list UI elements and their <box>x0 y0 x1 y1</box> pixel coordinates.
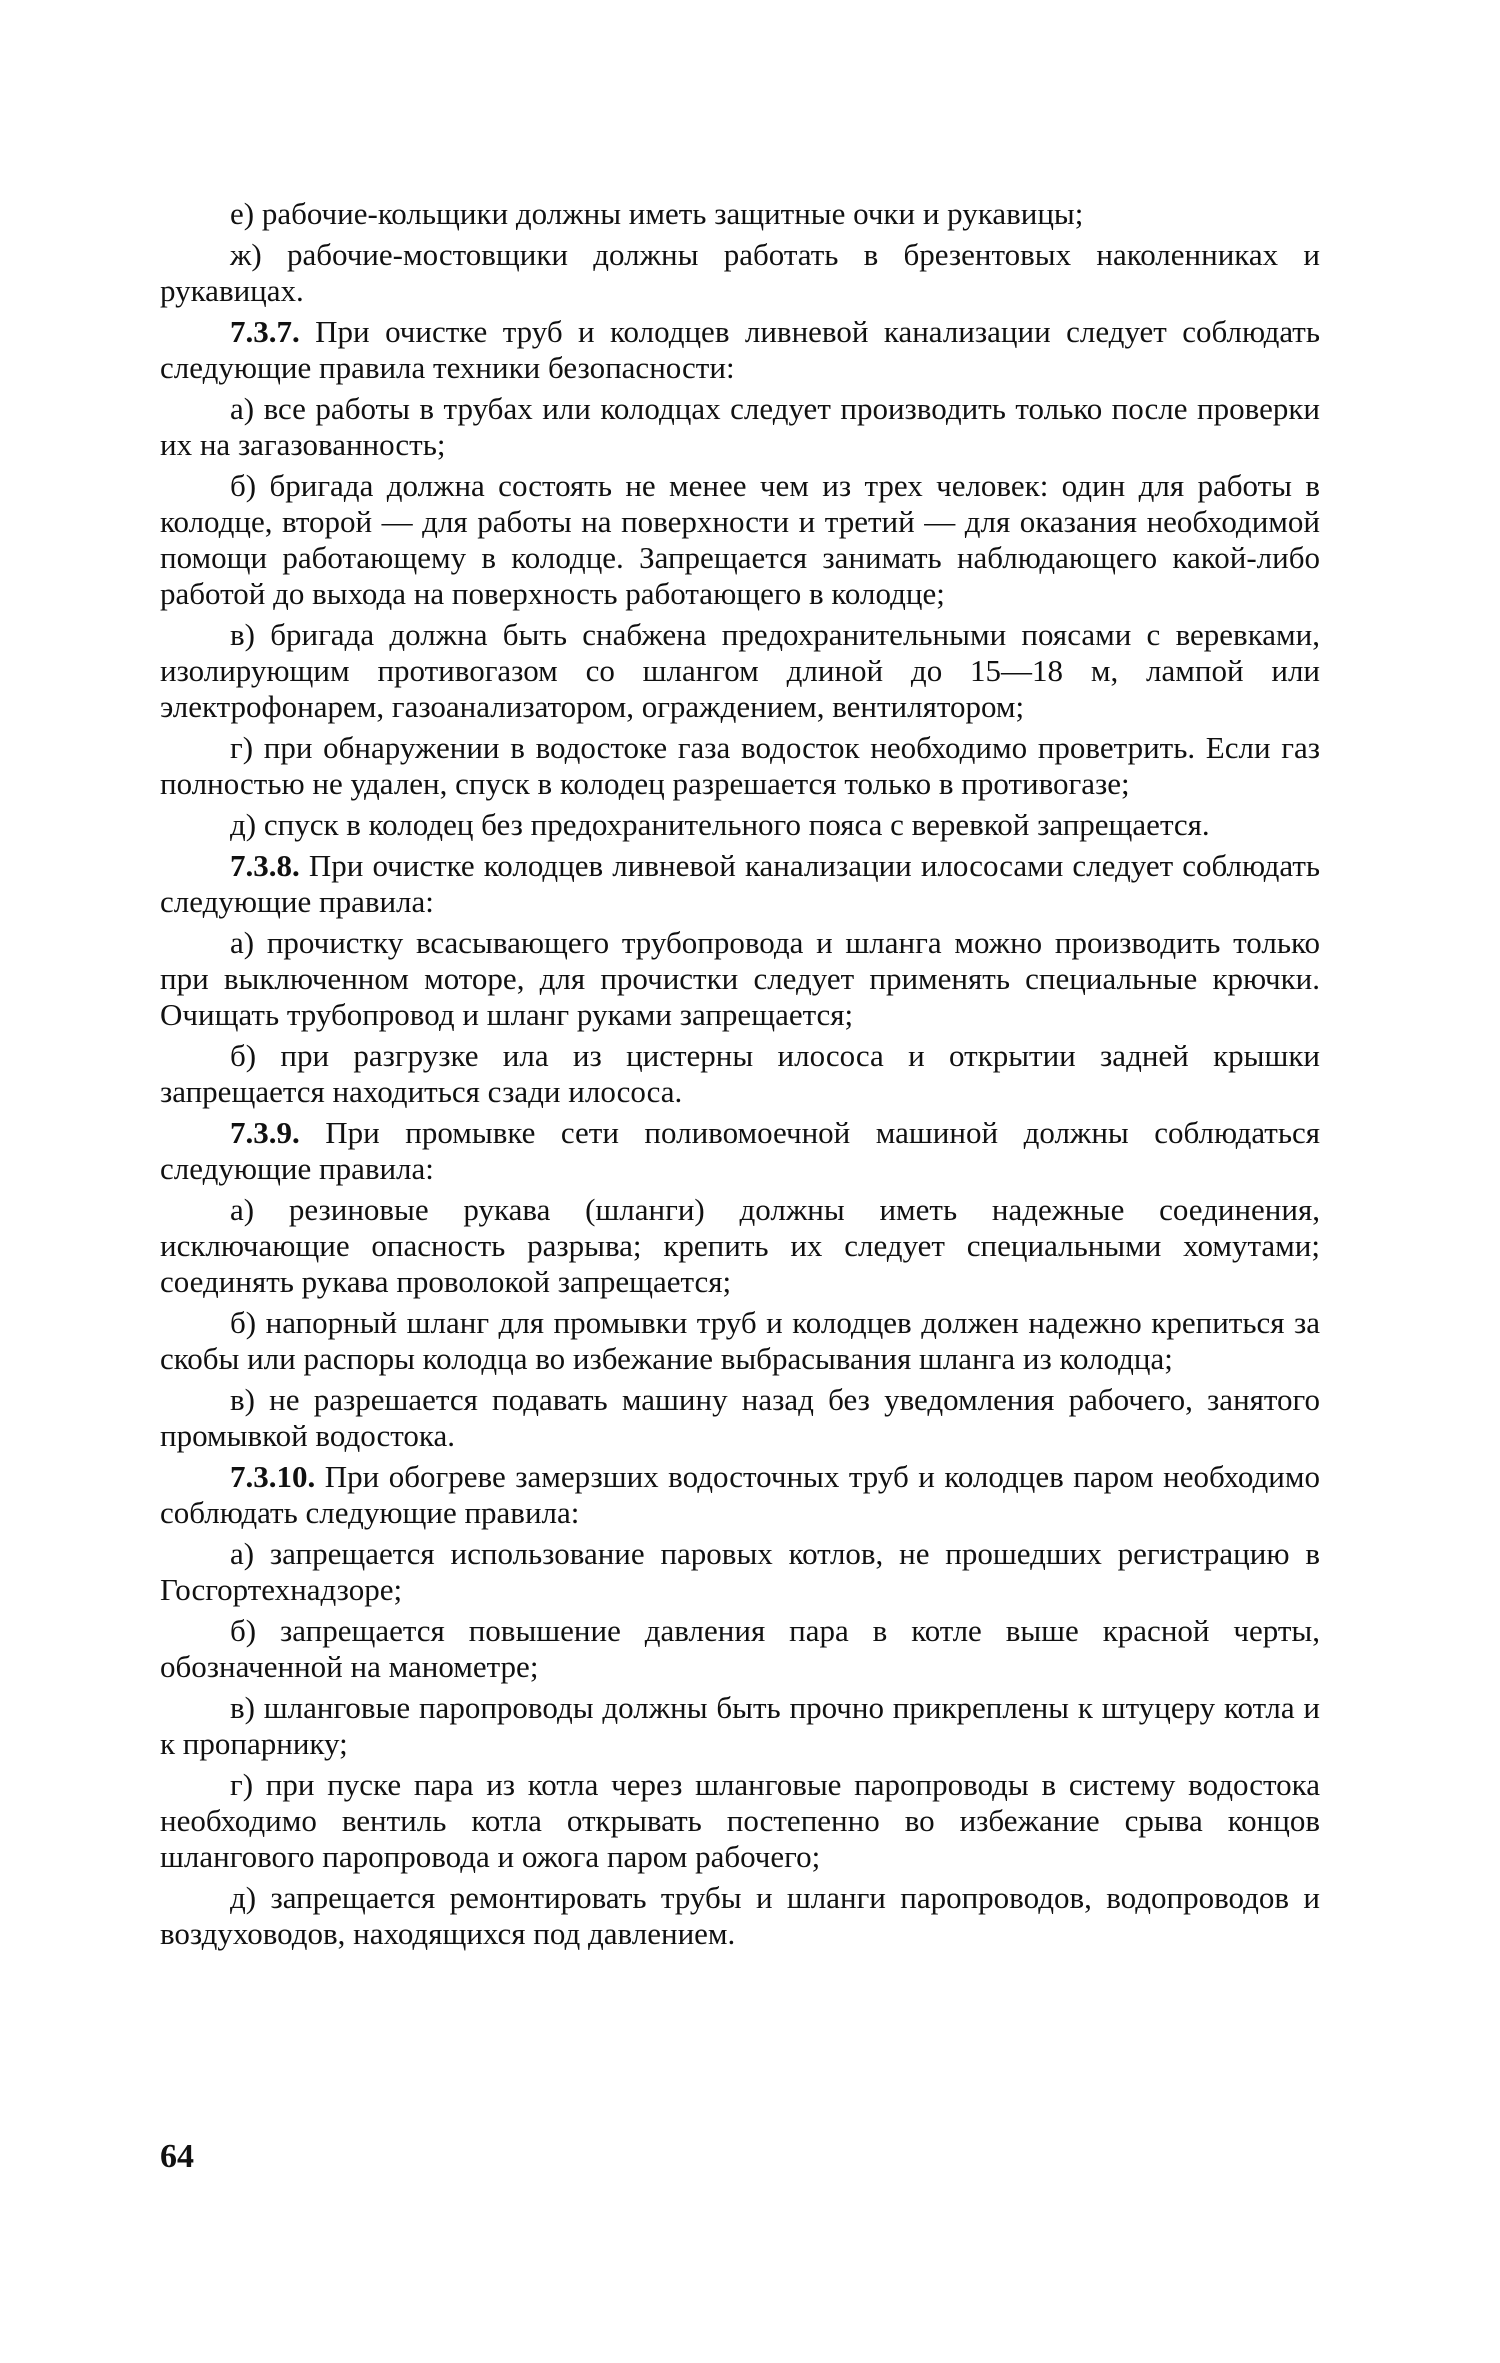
list-item-a <box>160 391 1320 463</box>
section-7-3-7 <box>160 314 1320 386</box>
list-item-b <box>160 1038 1320 1110</box>
paragraph-text: а) прочистку всасывающего трубопровода и шланга можно производить только при выключенном моторе, для прочистки следует применять специальные крючки. Очищать трубопровод и шланг руками запрещается; <box>160 925 1320 1032</box>
paragraph-text: в) не разрешается подавать машину назад без уведомления рабочего, занятого промывкой водостока. <box>160 1382 1320 1453</box>
page-number: 64 <box>160 2138 194 2175</box>
list-item-d <box>160 1880 1320 1952</box>
list-item-d <box>160 807 1320 843</box>
paragraph-text: а) резиновые рукава (шланги) должны иметь надежные соединения, исключающие опасность разрыва; крепить их следует специальными хомутами; соединять рукава проволокой запрещается; <box>160 1192 1320 1299</box>
list-item-b <box>160 1613 1320 1685</box>
section-number: 7.3.8. <box>230 848 300 883</box>
section-7-3-10 <box>160 1459 1320 1531</box>
list-item-a <box>160 1192 1320 1300</box>
paragraph-text: ж) рабочие-мостовщики должны работать в брезентовых наколенниках и рукавицах. <box>160 237 1320 308</box>
list-item-zh <box>160 237 1320 309</box>
document-body <box>160 196 1320 1957</box>
list-item-g <box>160 1767 1320 1875</box>
section-number: 7.3.9. <box>230 1115 300 1150</box>
paragraph-text: е) рабочие-кольщики должны иметь защитные очки и рукавицы; <box>230 196 1084 231</box>
paragraph-text: б) при разгрузке ила из цистерны илососа и открытии задней крышки запрещается находиться сзади илососа. <box>160 1038 1320 1109</box>
section-number: 7.3.7. <box>230 314 300 349</box>
paragraph-text: г) при обнаружении в водостоке газа водосток необходимо проветрить. Если газ полностью не удален, спуск в колодец разрешается только в противогазе; <box>160 730 1320 801</box>
list-item-a <box>160 925 1320 1033</box>
list-item-v <box>160 617 1320 725</box>
paragraph-text: г) при пуске пара из котла через шланговые паропроводы в систему водостока необходимо вентиль котла открывать постепенно во избежание срыва концов шлангового паропровода и ожога паром рабочего; <box>160 1767 1320 1874</box>
paragraph-text: При очистке труб и колодцев ливневой канализации следует соблюдать следующие правила техники безопасности: <box>160 314 1320 385</box>
section-7-3-8 <box>160 848 1320 920</box>
paragraph-text: При очистке колодцев ливневой канализации илососами следует соблюдать следующие правила: <box>160 848 1321 919</box>
list-item-b <box>160 1305 1320 1377</box>
section-number: 7.3.10. <box>230 1459 316 1494</box>
paragraph-text: д) спуск в колодец без предохранительного пояса с веревкой запрещается. <box>230 807 1210 842</box>
list-item-b <box>160 468 1320 612</box>
section-7-3-9 <box>160 1115 1320 1187</box>
paragraph-text: д) запрещается ремонтировать трубы и шланги паропроводов, водопроводов и воздуховодов, находящихся под давлением. <box>160 1880 1320 1951</box>
paragraph-text: При промывке сети поливомоечной машиной должны соблюдаться следующие правила: <box>160 1115 1320 1186</box>
paragraph-text: б) запрещается повышение давления пара в котле выше красной черты, обозначенной на манометре; <box>160 1613 1320 1684</box>
paragraph-text: а) запрещается использование паровых котлов, не прошедших регистрацию в Госгортехнадзоре; <box>160 1536 1320 1607</box>
paragraph-text: а) все работы в трубах или колодцах следует производить только после проверки их на загазованность; <box>160 391 1320 462</box>
paragraph-text: б) бригада должна состоять не менее чем из трех человек: один для работы в колодце, второй — для работы на поверхности и третий — для оказания необходимой помощи работающему в колодце. Запрещается занимать наблюдающего какой-либо работой до выхода на поверхность работающего в колодце; <box>160 468 1320 611</box>
paragraph-text: б) напорный шланг для промывки труб и колодцев должен надежно крепиться за скобы или распоры колодца во избежание выбрасывания шланга из колодца; <box>160 1305 1320 1376</box>
paragraph-text: При обогреве замерзших водосточных труб и колодцев паром необходимо соблюдать следующие правила: <box>160 1459 1320 1530</box>
list-item-v <box>160 1382 1320 1454</box>
list-item-v <box>160 1690 1320 1762</box>
paragraph-text: в) шланговые паропроводы должны быть прочно прикреплены к штуцеру котла и к пропарнику; <box>160 1690 1320 1761</box>
list-item-a <box>160 1536 1320 1608</box>
list-item-e <box>160 196 1320 232</box>
list-item-g <box>160 730 1320 802</box>
paragraph-text: в) бригада должна быть снабжена предохранительными поясами с веревками, изолирующим противогазом со шлангом длиной до 15—18 м, лампой или электрофонарем, газоанализатором, ограждением, вентилятором; <box>160 617 1320 724</box>
